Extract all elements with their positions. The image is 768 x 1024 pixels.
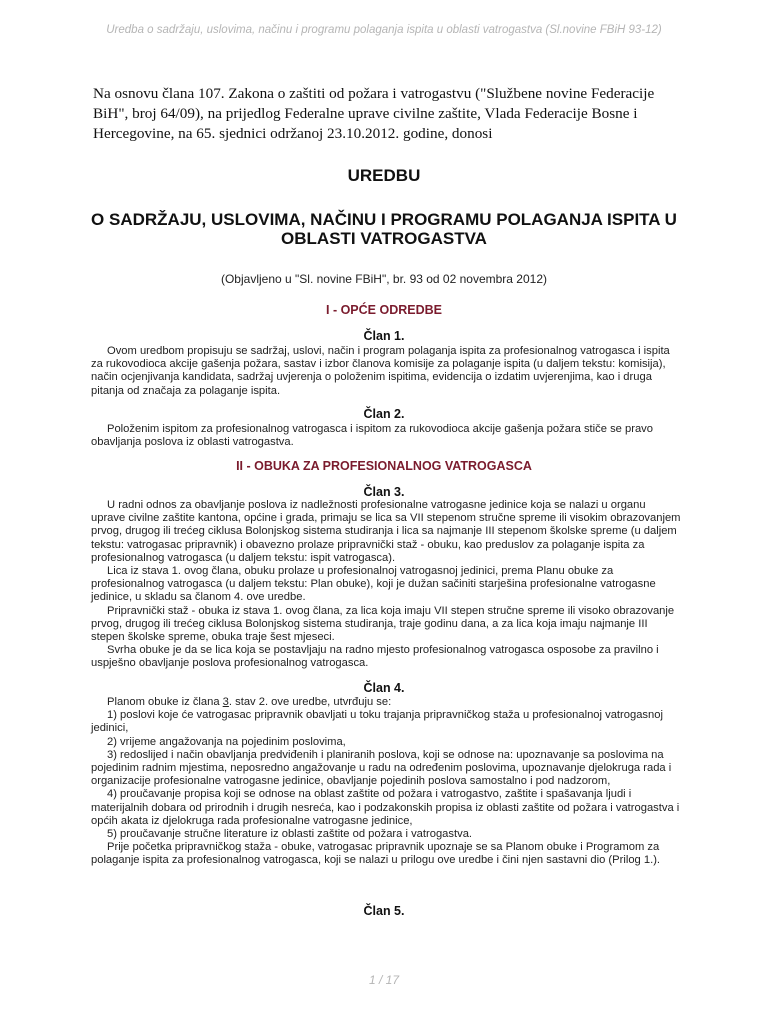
document-heading: UREDBU bbox=[347, 166, 421, 185]
running-header: Uredba o sadržaju, uslovima, načinu i programu polaganja ispita u oblasti vatrogastva (Sl.novine FBiH 93-12) bbox=[106, 24, 662, 36]
article-4-paragraph-2: Prije početka pripravničkog staža - obuke, vatrogasac pripravnik upoznaje se sa Planom obuke i Programom za polaganje ispita za profesionalnog vatrogasca, koji se nalazi u prilogu ove uredbe i čini njen sastavni dio (Prilog 1.). bbox=[91, 841, 661, 867]
publication-note: (Objavljeno u "Sl. novine FBiH", br. 93 od 02 novembra 2012) bbox=[220, 272, 548, 286]
article-3-heading: Član 3. bbox=[363, 485, 405, 499]
article-4-item-4: 4) proučavanje propisa koji se odnose na oblast zaštite od požara i vatrogastvo, zaštite i spašavanja ljudi i materijalnih dobara od prirodnih i drugih nesreća, kao i podzakonskih propisa iz oblasti zaštite od požara i vatrogastva i općih akata iz djelokruga rada profesionalne vatrogasne jedinice, bbox=[91, 788, 680, 827]
article-3-paragraph-3: Pripravnički staž - obuka iz stava 1. ovog člana, za lica koja imaju VII stepen stručne spreme ili visoko obrazovanje prvog, drugog ili trećeg ciklusa Bolonjskog sistema studiranja, traje godinu dana, a za lica koja imaju najmanje III stepen školske spreme, obuka traje šest mjeseci. bbox=[91, 604, 675, 644]
article-3-body bbox=[91, 499, 681, 671]
intro-paragraph: Na osnovu člana 107. Zakona o zaštiti od požara i vatrogastvu ("Službene novine Federacije BiH", broj 64/09), na prijedlog Federalne uprave civilne zaštite, Vlada Federacije Bosne i Hercegovine, na 65. sjednici održanoj 23.10.2012. godine, donosi bbox=[93, 85, 655, 142]
document-title: O SADRŽAJU, USLOVIMA, NAČINU I PROGRAMU POLAGANJA ISPITA U OBLASTI VATROGASTVA bbox=[91, 210, 677, 248]
page-number: 1 / 17 bbox=[368, 973, 400, 987]
article-2-paragraph: Položenim ispitom za profesionalnog vatrogasca i ispitom za rukovodioca akcije gašenja požara stiče se pravo obavljanja poslova iz oblasti vatrogastva. bbox=[91, 423, 653, 449]
article-4-item-1: 1) poslovi koje će vatrogasac pripravnik obavljati u toku trajanja pripravničkog staža u profesionalnoj vatrogasnoj jedinici, bbox=[91, 709, 663, 735]
section-heading-1: I - OPĆE ODREDBE bbox=[326, 303, 442, 317]
article-1-paragraph: Ovom uredbom propisuju se sadržaj, uslovi, način i program polaganja ispita za profesionalnog vatrogasca i ispita za rukovodioca akcije gašenja požara, sastav i izbor članova komisije za polaganje ispita (u daljem tekstu: komisija), način ocjenjivanja kandidata, sadržaj uvjerenja o položenim ispitima, evidencija o izdatim uvjerenjima, kao i druga pitanja od značaja za polaganje ispita. bbox=[91, 345, 670, 397]
article-4-heading: Član 4. bbox=[363, 681, 405, 695]
article-3-paragraph-1: U radni odnos za obavljanje poslova iz nadležnosti profesionalne vatrogasne jedinice koja se nalazi u organu uprave civilne zaštite kantona, općine i grada, primaju se lica sa VII stepenom stručne spreme ili visokim obrazovanjem prvog, drugog ili trećeg ciklusa Bolonjskog sistema studiranja i lica sa najmanje III stepenom školske spreme (u daljem tekstu: vatrogasac pripravnik) i obavezno prolaze pripravnički staž - obuku, kao preduslov za polaganje ispita za profesionalnog vatrogasca (u daljem tekstu: ispit vatrogasca). bbox=[91, 499, 681, 564]
article-3-paragraph-4: Svrha obuke je da se lica koja se postavljaju na radno mjesto profesionalnog vatrogasca osposobe za pravilno i uspješno obavljanje poslova profesionalnog vatrogasca. bbox=[91, 644, 659, 670]
article-4-intro-pre: Planom obuke iz člana bbox=[107, 696, 223, 708]
article-3-link[interactable]: 3 bbox=[222, 696, 229, 708]
article-4-item-2: 2) vrijeme angažovanja na pojedinim poslovima, bbox=[107, 735, 346, 748]
article-2-heading: Član 2. bbox=[363, 407, 405, 421]
article-4-intro bbox=[91, 696, 681, 709]
article-3-paragraph-2: Lica iz stava 1. ovog člana, obuku prolaze u profesionalnoj vatrogasnoj jedinici, prema Planu obuke za profesionalnog vatrogasca (u daljem tekstu: Plan obuke), koji je dužan sačiniti starješina profesionalne vatrogasne jedinice, u skladu sa članom 4. ove uredbe. bbox=[91, 565, 656, 604]
article-1-heading: Član 1. bbox=[363, 329, 405, 343]
article-5-heading: Član 5. bbox=[363, 904, 405, 918]
article-4-item-5: 5) proučavanje stručne literature iz oblasti zaštite od požara i vatrogastva. bbox=[107, 828, 473, 841]
article-2-body bbox=[91, 423, 681, 449]
article-4-item-3: 3) redoslijed i način obavljanja predviđenih i planiranih poslova, koji se odnose na: upoznavanje sa poslovima na pojedinim radnim mjestima, neposredno angažovanje u radu na određenim poslovima, upoznavanje djelokruga rada i organizacije profesionalne vatrogasne jedinice, obavljanje pojedinih poslova samostalno i pod nadzorom, bbox=[91, 748, 672, 788]
article-4-body bbox=[91, 696, 681, 868]
section-heading-2: II - OBUKA ZA PROFESIONALNOG VATROGASCA bbox=[236, 459, 532, 473]
article-1-body bbox=[91, 345, 681, 398]
article-4-intro-post: . stav 2. ove uredbe, utvrđuju se: bbox=[228, 696, 392, 708]
